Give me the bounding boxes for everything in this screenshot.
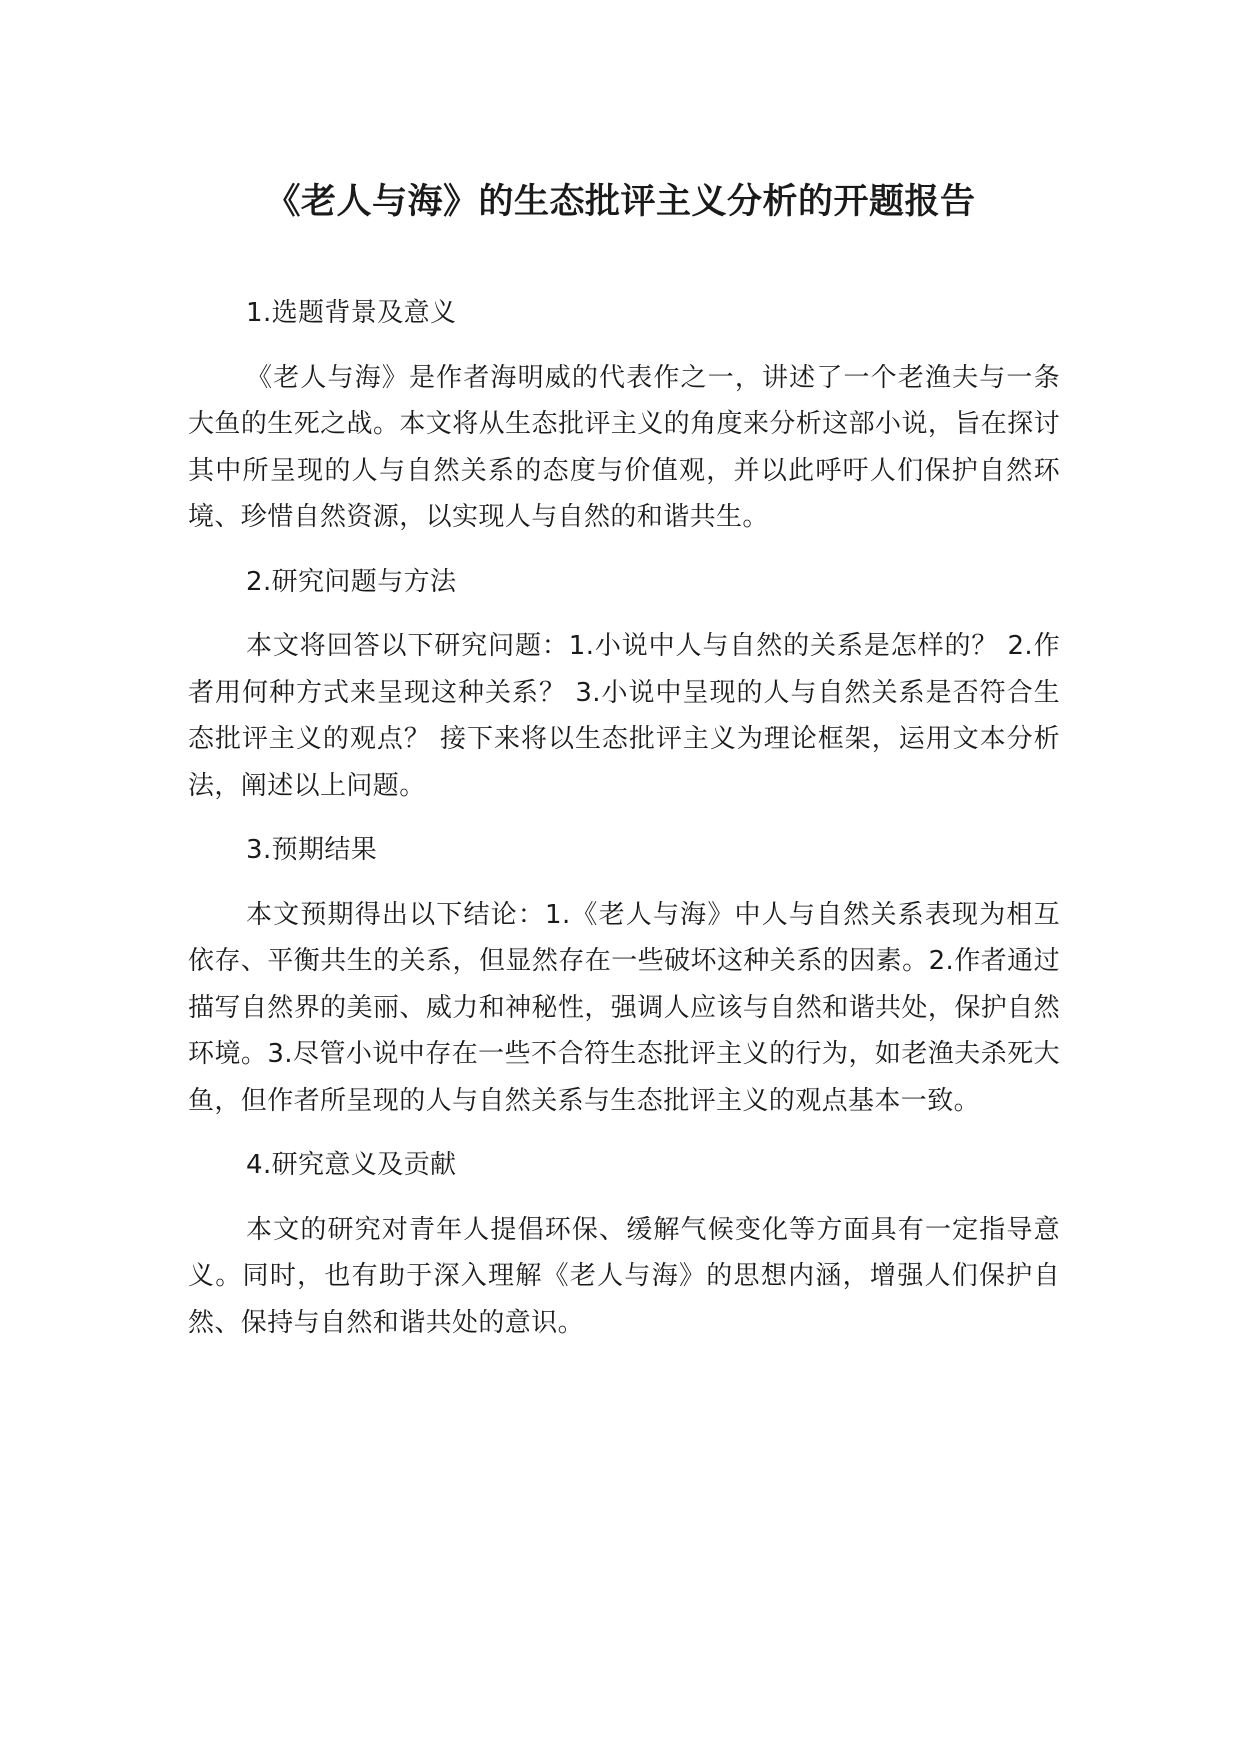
section-heading: 1.选题背景及意义 xyxy=(246,298,457,328)
document-title: 《老人与海》的生态批评主义分析的开题报告 xyxy=(265,182,976,222)
section-paragraph: 《老人与海》是作者海明威的代表作之一，讲述了一个老渔夫与一条大鱼的生死之战。本文将从生态批评主义的角度来分析这部小说，旨在探讨其中所呈现的人与自然关系的态度与价值观，并以此呼吁人们保护自然环境、珍惜自然资源，以实现人与自然的和谐共生。 xyxy=(188,362,1060,532)
section-heading: 2.研究问题与方法 xyxy=(246,566,457,597)
section-background xyxy=(188,290,1060,541)
section-heading: 3.预期结果 xyxy=(246,835,378,865)
section-significance xyxy=(188,1142,1060,1346)
section-paragraph: 本文预期得出以下结论：1.《老人与海》中人与自然关系表现为相互依存、平衡共生的关系，但显然存在一些破坏这种关系的因素。2.作者通过描写自然界的美丽、威力和神秘性，强调人应该与自然和谐共处，保护自然环境。3.尽管小说中存在一些不合符生态批评主义的行为，如老渔夫杀死大鱼，但作者所呈现的人与自然关系与生态批评主义的观点基本一致。 xyxy=(188,899,1060,1116)
section-research-questions xyxy=(188,559,1060,810)
section-expected-results xyxy=(188,827,1060,1124)
section-heading: 4.研究意义及贡献 xyxy=(246,1150,457,1180)
section-paragraph: 本文将回答以下研究问题：1.小说中人与自然的关系是怎样的？ 2.作者用何种方式来呈现这种关系？ 3.小说中呈现的人与自然关系是否符合生态批评主义的观点？ 接下来将以生态批评主义为理论框架，运用文本分析法，阐述以上问题。 xyxy=(188,631,1060,801)
document-body xyxy=(188,290,1060,1364)
section-paragraph: 本文的研究对青年人提倡环保、缓解气候变化等方面具有一定指导意义。同时，也有助于深入理解《老人与海》的思想内涵，增强人们保护自然、保持与自然和谐共处的意识。 xyxy=(188,1214,1060,1338)
